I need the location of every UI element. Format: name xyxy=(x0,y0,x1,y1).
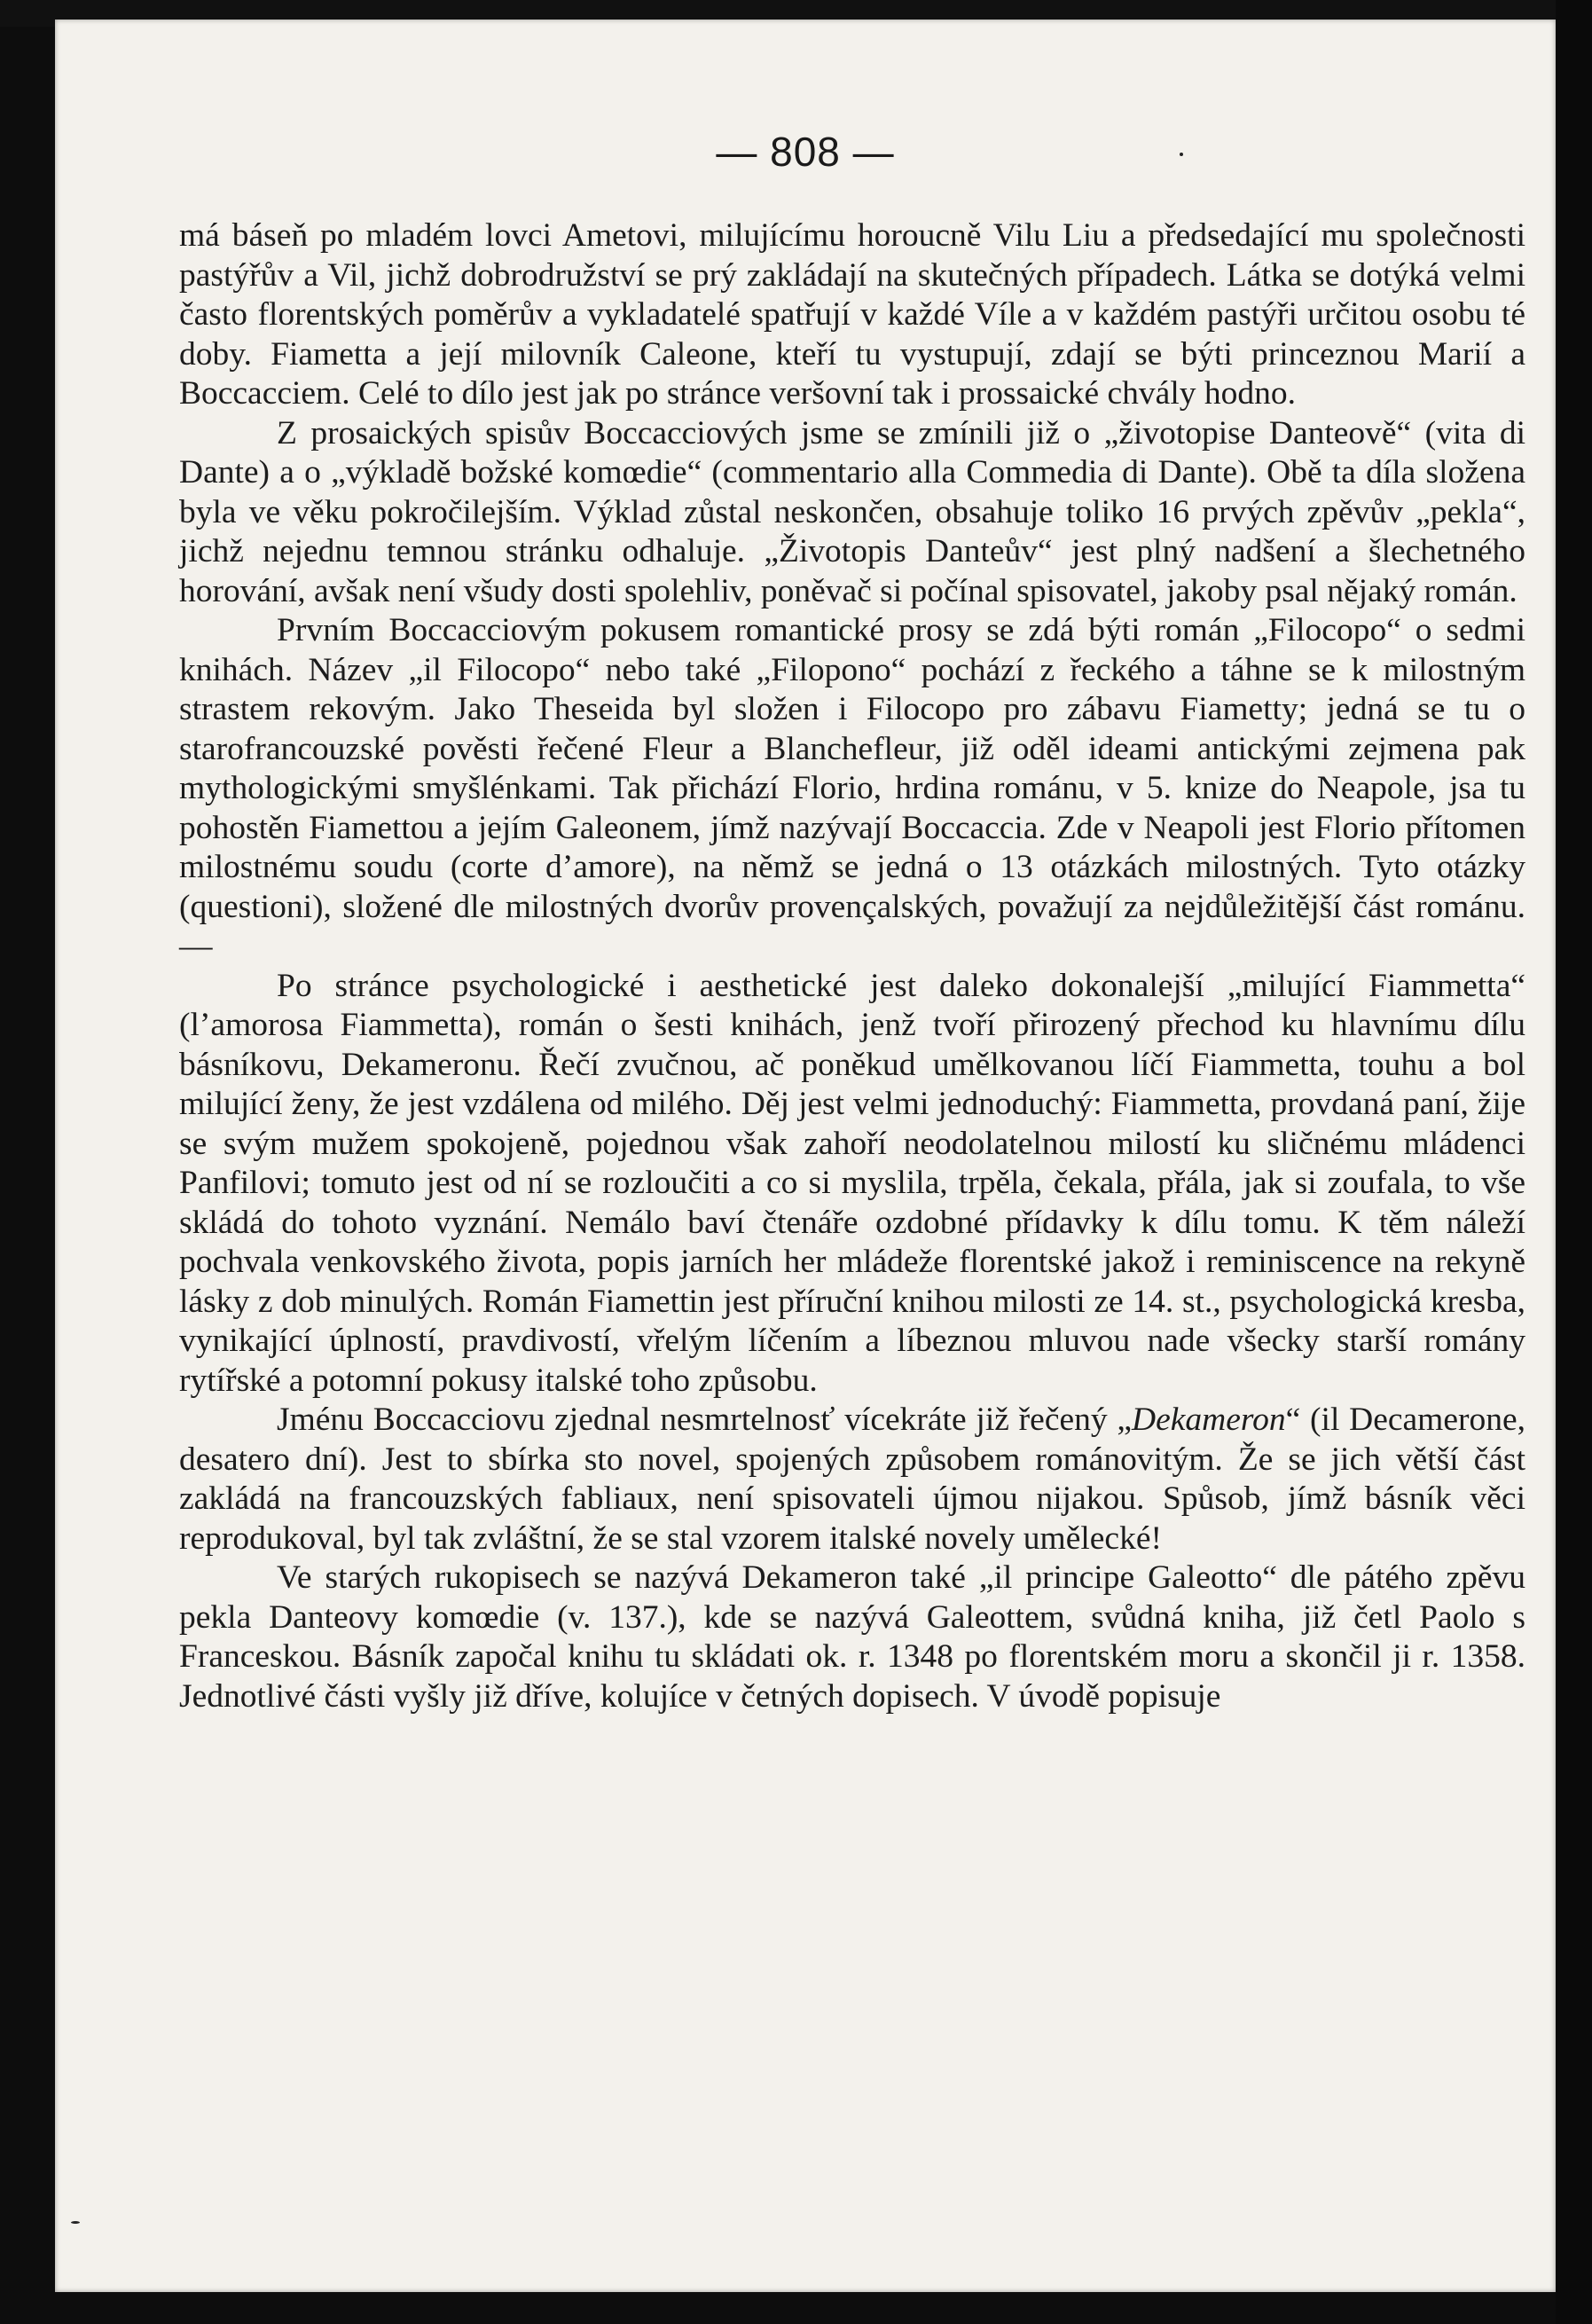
paragraph-5 xyxy=(179,1401,1525,1558)
paragraph-6: Ve starých rukopisech se nazývá Dekameron také „il principe Galeotto“ dle pátého zpěvu pekla Danteovy komœdie (v. 137.), kde se nazývá Galeottem, svůdná kniha, již četl Paolo s Franceskou. Básník započal knihu tu skládati ok. r. 1348 po florentském moru a skončil ji r. 1358. Jednotlivé části vyšly již dříve, kolujíce v četných dopisech. V úvodě popisuje xyxy=(179,1559,1525,1715)
paragraph-4: Po stránce psychologické i aesthetické jest daleko dokonalejší „milující Fiammetta“ (l’amorosa Fiammetta), román o šesti knihách, jenž tvoří přirozený přechod ku hlavnímu dílu básníkovu, Dekameronu. Řečí zvučnou, ač poněkud umělkovanou líčí Fiammetta, touhu a bol milující ženy, že jest vzdálena od milého. Děj jest velmi jednoduchý: Fiammetta, provdaná paní, žije se svým mužem spokojeně, pojednou však zahoří neodolatelnou milostí ku sličnému mládenci Panfilovi; tomuto jest od ní se rozloučiti a co si myslila, trpěla, čekala, přála, jak si zoufala, to vše skládá do tohoto vyznání. Nemálo baví čtenáře ozdobné přídavky k dílu tomu. K těm náleží pochvala venkovského života, popis jarních her mládeže florentské jakož i reminiscence na rekyně lásky z dob minulých. Román Fiamettin jest příruční knihou milosti ze 14. st., psychologická kresba, vynikající úplností, pravdivostí, vřelým líčením a líbeznou mluvou nade všecky starší romány rytířské a potomní pokusy italské toho způsobu. xyxy=(179,967,1525,1399)
page-number: — 808 — xyxy=(716,129,895,175)
paragraph-1: má báseň po mladém lovci Ametovi, milujícímu horoucně Vilu Liu a předsedající mu společnosti pastýřův a Vil, jichž dobrodružství se prý zakládají na skutečných případech. Látka se dotýká velmi často florentských poměrův a vykladatelé spatřují v každé Víle a v každém pastýři určitou osobu té doby. Fiametta a její milovník Caleone, kteří tu vystupují, zdají se býti princeznou Marií a Boccacciem. Celé to dílo jest jak po stránce veršovní tak i prossaické chvály hodno. xyxy=(179,217,1525,412)
scan-edge-right xyxy=(1556,0,1592,2324)
paragraph-5-end: “ (il Decamerone, desatero dní). Jest to sbírka sto novel, spojených způsobem románovitým. Že se jich větší část zakládá na francouzských fabliaux, není spisovateli újmou nijakou. Spůsob, jímž básník věci reprodukoval, byl tak zvláštní, že se stal vzorem italské novely umělecké! xyxy=(179,1401,1525,1557)
ink-speck xyxy=(71,2221,80,2224)
book-page xyxy=(55,20,1556,2292)
ink-speck xyxy=(1180,153,1183,156)
paragraph-2: Z prosaických spisův Boccacciových jsme se zmínili již o „životopise Danteově“ (vita di Dante) a o „výkladě božské komœdie“ (commentario alla Commedia di Dante). Obě ta díla složena byla ve věku pokročilejším. Výklad zůstal neskončen, obsahuje toliko 16 prvých zpěvův „pekla“, jichž nejednu temnou stránku odhaluje. „Životopis Danteův“ jest plný nadšení a šlechetného horování, avšak není všudy dosti spolehliv, poněvač si počínal spisovatel, jakoby psal nějaký román. xyxy=(179,414,1525,609)
body-text xyxy=(179,216,1525,1716)
paragraph-5-start: Jménu Boccacciovu zjednal nesmrtelnosť vícekráte již řečený „ xyxy=(277,1401,1133,1438)
paragraph-5-title: Dekameron xyxy=(1132,1401,1286,1438)
paragraph-3: Prvním Boccacciovým pokusem romantické prosy se zdá býti román „Filocopo“ o sedmi knihách. Název „il Filocopo“ nebo také „Filopono“ pochází z řeckého a táhne se k milostným strastem rekovým. Jako Theseida byl složen i Filocopo pro zábavu Fiametty; jedná se tu o starofrancouzské pověsti řečené Fleur a Blanchefleur, již oděl ideami antickými zejmena pak mythologickými smyšlénkami. Tak přichází Florio, hrdina románu, v 5. knize do Neapole, jsa tu pohostěn Fiamettou a jejím Galeonem, jímž nazývají Boccaccia. Zde v Neapoli jest Florio přítomen milostnému soudu (corte d’amore), na němž se jedná o 13 otázkách milostných. Tyto otázky (questioni), složené dle milostných dvorův provençalských, považují za nejdůležitější část románu. — xyxy=(179,612,1525,964)
